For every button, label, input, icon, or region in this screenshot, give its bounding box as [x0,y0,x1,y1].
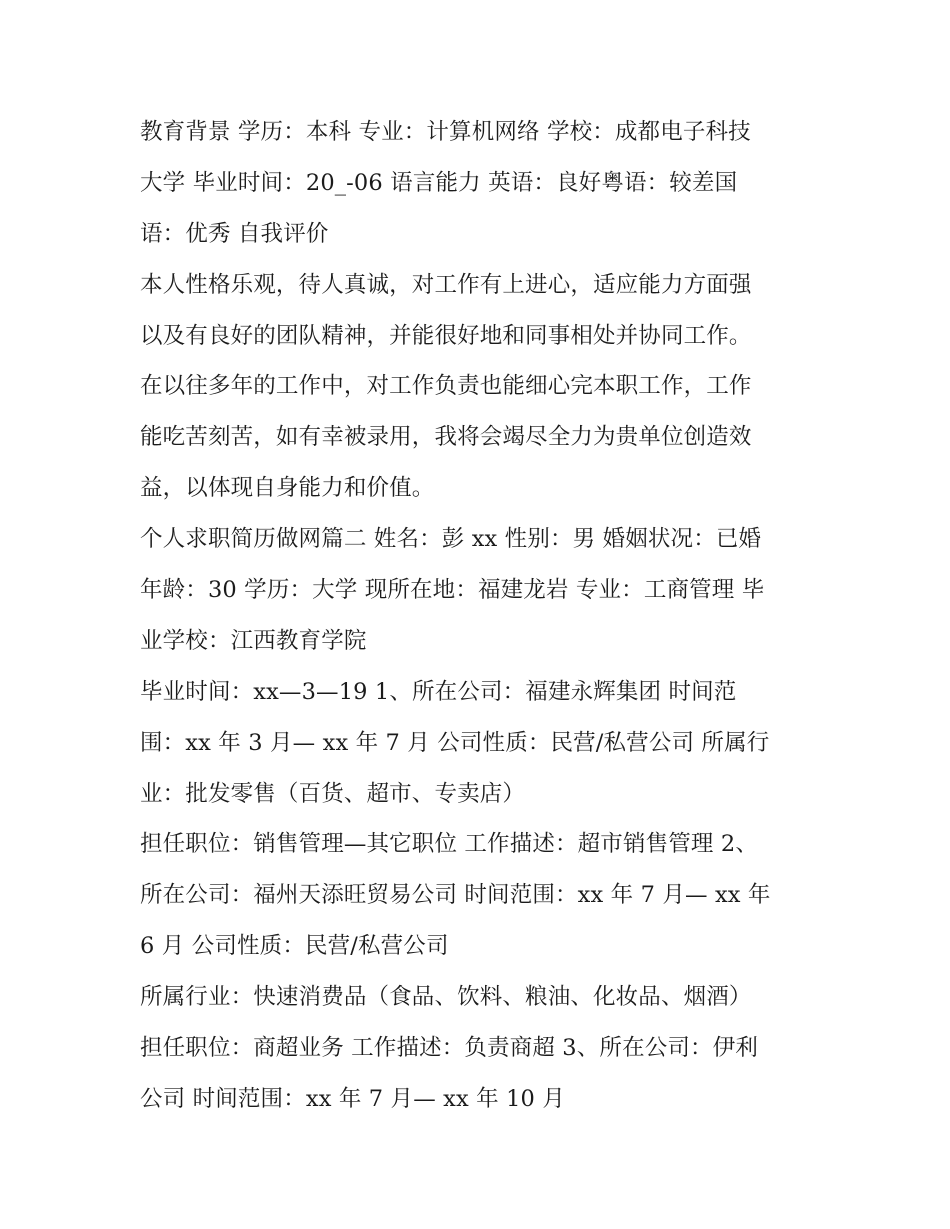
text-line: 在以往多年的工作中，对工作负责也能细心完本职工作，工作 [140,373,752,400]
text-line: 担任职位：销售管理—其它职位 工作描述：超市销售管理 2、 [140,831,758,858]
text-line: 担任职位：商超业务 工作描述：负责商超 3、所在公司：伊利 [140,1035,758,1062]
text-line: 业：批发零售（百货、超市、专卖店） [140,780,526,807]
text-line: 公司 时间范围：xx 年 7 月— xx 年 10 月 [140,1085,565,1112]
text-line: 围：xx 年 3 月— xx 年 7 月 公司性质：民营/私营公司 所属行 [140,729,770,756]
text-line: 大学 毕业时间：20_-06 语言能力 英语：良好粤语：较差国 [140,169,738,196]
text-line: 个人求职简历做网篇二 姓名：彭 xx 性别：男 婚姻状况：已婚 [140,526,762,553]
text-line: 益，以体现自身能力和价值。 [140,475,435,502]
text-line: 本人性格乐观，待人真诚，对工作有上进心，适应能力方面强 [140,271,752,298]
text-line: 所在公司：福州天添旺贸易公司 时间范围：xx 年 7 月— xx 年 [140,882,771,909]
text-line: 所属行业：快速消费品（食品、饮料、粮油、化妆品、烟酒） [140,984,752,1011]
text-line: 毕业时间：xx—3—19 1、所在公司：福建永辉集团 时间范 [140,678,737,705]
text-line: 业学校：江西教育学院 [140,627,367,654]
text-line: 年龄：30 学历：大学 现所在地：福建龙岩 专业：工商管理 毕 [140,577,765,604]
text-line: 以及有良好的团队精神，并能很好地和同事相处并协同工作。 [140,322,752,349]
document-body [140,107,830,1125]
text-line: 语：优秀 自我评价 [140,220,329,247]
text-line: 能吃苦刻苦，如有幸被录用，我将会竭尽全力为贵单位创造效 [140,424,752,451]
text-line: 6 月 公司性质：民营/私营公司 [140,933,449,960]
text-line: 教育背景 学历：本科 专业：计算机网络 学校：成都电子科技 [140,119,751,145]
